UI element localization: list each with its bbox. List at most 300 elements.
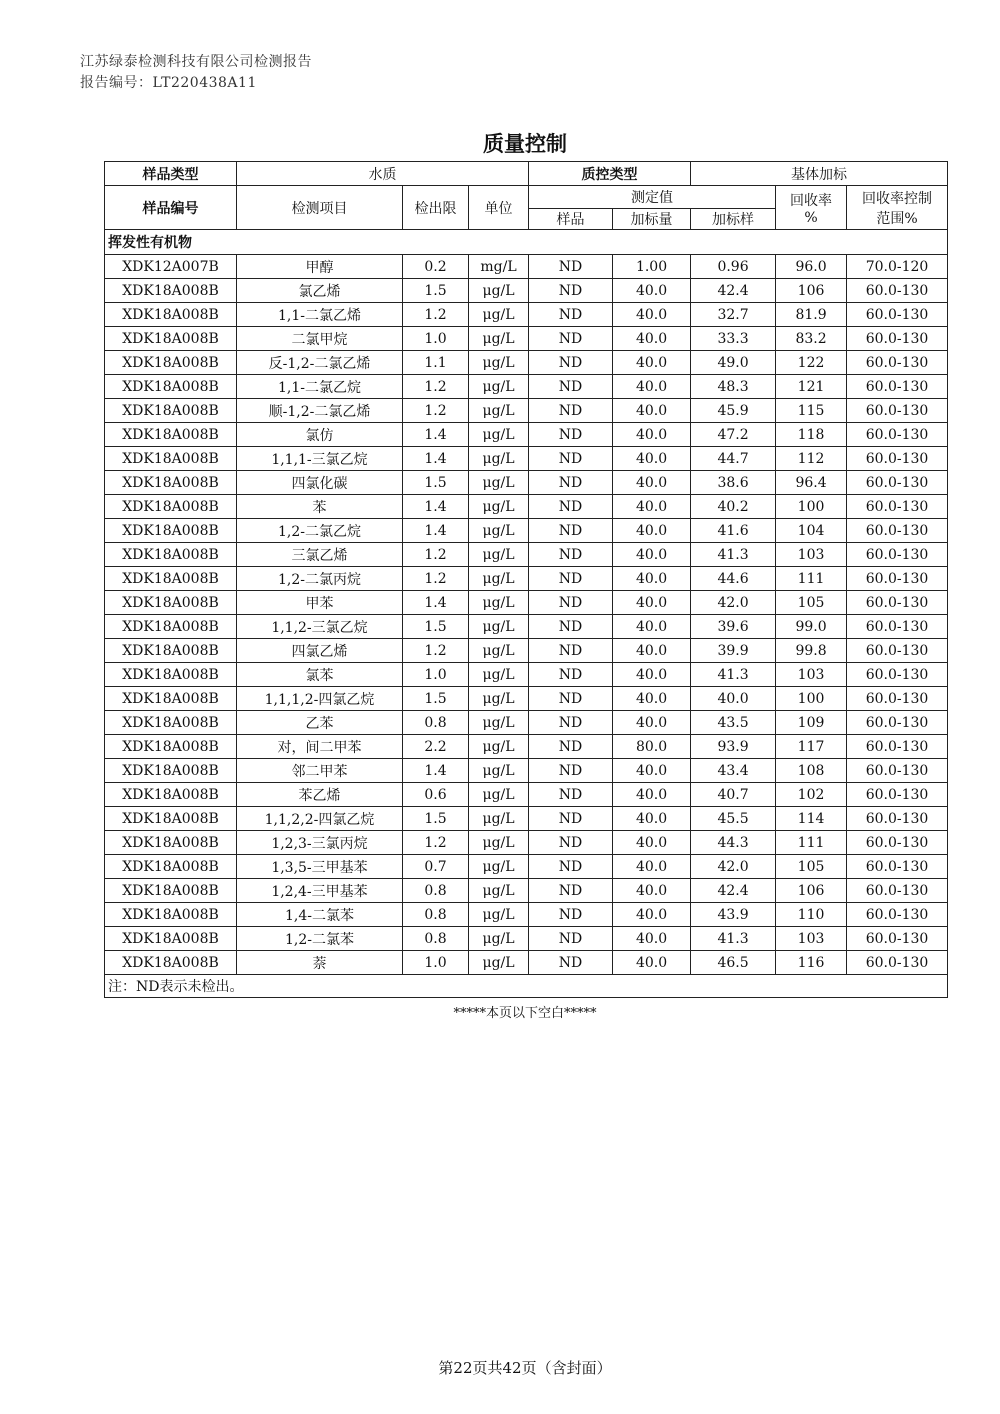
cell-sample: ND <box>529 831 613 855</box>
cell-spiked: 32.7 <box>691 303 776 327</box>
col-spike: 加标量 <box>613 209 691 230</box>
table-row <box>105 855 948 879</box>
cell-sample-id: XDK18A008B <box>105 567 237 591</box>
cell-sample-id: XDK18A008B <box>105 735 237 759</box>
cell-limit: 1.5 <box>403 471 469 495</box>
cell-spike: 40.0 <box>613 303 691 327</box>
cell-sample-id: XDK18A008B <box>105 279 237 303</box>
cell-item: 甲醇 <box>237 255 403 279</box>
table-row <box>105 615 948 639</box>
cell-sample: ND <box>529 807 613 831</box>
table-row <box>105 327 948 351</box>
cell-recovery: 100 <box>776 495 847 519</box>
cell-spike: 40.0 <box>613 687 691 711</box>
cell-sample-id: XDK18A008B <box>105 351 237 375</box>
cell-spiked: 33.3 <box>691 327 776 351</box>
cell-limit: 1.2 <box>403 399 469 423</box>
cell-range: 60.0-130 <box>847 927 948 951</box>
table-row <box>105 879 948 903</box>
cell-sample: ND <box>529 927 613 951</box>
cell-spiked: 40.7 <box>691 783 776 807</box>
cell-sample-id: XDK18A008B <box>105 783 237 807</box>
cell-sample: ND <box>529 879 613 903</box>
cell-recovery: 103 <box>776 927 847 951</box>
cell-item: 四氯化碳 <box>237 471 403 495</box>
cell-recovery: 81.9 <box>776 303 847 327</box>
cell-spike: 40.0 <box>613 927 691 951</box>
cell-sample-id: XDK18A008B <box>105 471 237 495</box>
cell-sample-id: XDK18A008B <box>105 327 237 351</box>
cell-item: 1,2,4-三甲基苯 <box>237 879 403 903</box>
cell-item: 1,2-二氯苯 <box>237 927 403 951</box>
cell-sample: ND <box>529 663 613 687</box>
table-row <box>105 735 948 759</box>
cell-sample: ND <box>529 759 613 783</box>
cell-recovery: 111 <box>776 831 847 855</box>
cell-recovery: 114 <box>776 807 847 831</box>
cell-recovery: 99.8 <box>776 639 847 663</box>
cell-limit: 1.4 <box>403 495 469 519</box>
cell-limit: 1.4 <box>403 423 469 447</box>
cell-item: 三氯乙烯 <box>237 543 403 567</box>
cell-range: 60.0-130 <box>847 471 948 495</box>
cell-limit: 0.7 <box>403 855 469 879</box>
cell-spike: 1.00 <box>613 255 691 279</box>
col-unit: 单位 <box>469 186 529 230</box>
cell-spiked: 48.3 <box>691 375 776 399</box>
cell-spiked: 39.9 <box>691 639 776 663</box>
cell-spike: 40.0 <box>613 351 691 375</box>
cell-sample: ND <box>529 855 613 879</box>
cell-spike: 40.0 <box>613 855 691 879</box>
table-row <box>105 519 948 543</box>
cell-range: 60.0-130 <box>847 423 948 447</box>
cell-limit: 0.8 <box>403 711 469 735</box>
cell-spiked: 44.7 <box>691 447 776 471</box>
cell-item: 对，间二甲苯 <box>237 735 403 759</box>
cell-item: 反-1,2-二氯乙烯 <box>237 351 403 375</box>
cell-spike: 40.0 <box>613 711 691 735</box>
cell-limit: 1.4 <box>403 447 469 471</box>
cell-range: 60.0-130 <box>847 567 948 591</box>
cell-item: 氯仿 <box>237 423 403 447</box>
cell-unit: μg/L <box>469 663 529 687</box>
table-row <box>105 471 948 495</box>
cell-sample-id: XDK18A008B <box>105 855 237 879</box>
table-note: 注：ND表示未检出。 <box>105 975 948 998</box>
cell-recovery: 105 <box>776 855 847 879</box>
cell-spike: 40.0 <box>613 543 691 567</box>
cell-spike: 40.0 <box>613 399 691 423</box>
cell-range: 60.0-130 <box>847 639 948 663</box>
cell-spiked: 49.0 <box>691 351 776 375</box>
cell-sample-id: XDK18A008B <box>105 591 237 615</box>
cell-limit: 1.0 <box>403 663 469 687</box>
table-row <box>105 687 948 711</box>
cell-unit: μg/L <box>469 303 529 327</box>
table-row <box>105 927 948 951</box>
cell-unit: μg/L <box>469 687 529 711</box>
cell-item: 苯乙烯 <box>237 783 403 807</box>
cell-item: 1,2-二氯乙烷 <box>237 519 403 543</box>
cell-unit: μg/L <box>469 855 529 879</box>
table-row <box>105 495 948 519</box>
cell-range: 60.0-130 <box>847 903 948 927</box>
cell-recovery: 83.2 <box>776 327 847 351</box>
cell-range: 60.0-130 <box>847 615 948 639</box>
cell-spiked: 45.5 <box>691 807 776 831</box>
cell-range: 60.0-130 <box>847 711 948 735</box>
cell-limit: 1.2 <box>403 375 469 399</box>
cell-sample-id: XDK18A008B <box>105 687 237 711</box>
cell-unit: μg/L <box>469 375 529 399</box>
cell-item: 苯 <box>237 495 403 519</box>
cell-limit: 0.8 <box>403 879 469 903</box>
cell-limit: 0.2 <box>403 255 469 279</box>
cell-unit: μg/L <box>469 735 529 759</box>
cell-unit: mg/L <box>469 255 529 279</box>
sample-type-value: 水质 <box>237 162 529 186</box>
cell-sample-id: XDK18A008B <box>105 375 237 399</box>
cell-spike: 40.0 <box>613 279 691 303</box>
cell-item: 甲苯 <box>237 591 403 615</box>
cell-range: 60.0-130 <box>847 303 948 327</box>
cell-range: 60.0-130 <box>847 807 948 831</box>
page-footer: 第22页共42页（含封面） <box>438 1359 612 1377</box>
cell-recovery: 106 <box>776 279 847 303</box>
cell-recovery: 118 <box>776 423 847 447</box>
cell-unit: μg/L <box>469 423 529 447</box>
cell-unit: μg/L <box>469 567 529 591</box>
cell-limit: 1.2 <box>403 303 469 327</box>
cell-spiked: 93.9 <box>691 735 776 759</box>
range-pct: 范围% <box>876 210 918 227</box>
cell-spike: 40.0 <box>613 471 691 495</box>
cell-limit: 1.4 <box>403 519 469 543</box>
cell-sample-id: XDK18A008B <box>105 447 237 471</box>
cell-range: 60.0-130 <box>847 735 948 759</box>
cell-limit: 1.5 <box>403 807 469 831</box>
cell-limit: 1.5 <box>403 615 469 639</box>
cell-spiked: 43.9 <box>691 903 776 927</box>
col-measured: 测定值 <box>529 186 776 209</box>
cell-unit: μg/L <box>469 951 529 975</box>
cell-item: 乙苯 <box>237 711 403 735</box>
cell-recovery: 108 <box>776 759 847 783</box>
cell-sample-id: XDK18A008B <box>105 519 237 543</box>
cell-spiked: 45.9 <box>691 399 776 423</box>
cell-unit: μg/L <box>469 759 529 783</box>
table-row <box>105 783 948 807</box>
cell-item: 顺-1,2-二氯乙烯 <box>237 399 403 423</box>
cell-recovery: 105 <box>776 591 847 615</box>
cell-limit: 1.4 <box>403 759 469 783</box>
quality-control-table <box>104 161 948 998</box>
cell-range: 60.0-130 <box>847 759 948 783</box>
section-row <box>105 230 948 255</box>
cell-sample: ND <box>529 567 613 591</box>
cell-recovery: 112 <box>776 447 847 471</box>
col-item: 检测项目 <box>237 186 403 230</box>
cell-item: 1,2,3-三氯丙烷 <box>237 831 403 855</box>
report-number: 报告编号：LT220438A11 <box>80 75 257 91</box>
cell-sample: ND <box>529 735 613 759</box>
cell-sample-id: XDK18A008B <box>105 423 237 447</box>
cell-recovery: 96.0 <box>776 255 847 279</box>
cell-sample: ND <box>529 303 613 327</box>
cell-sample: ND <box>529 591 613 615</box>
cell-limit: 0.6 <box>403 783 469 807</box>
cell-spiked: 41.3 <box>691 543 776 567</box>
cell-sample-id: XDK18A008B <box>105 543 237 567</box>
cell-spiked: 42.0 <box>691 855 776 879</box>
cell-range: 60.0-130 <box>847 399 948 423</box>
cell-item: 四氯乙烯 <box>237 639 403 663</box>
cell-spiked: 39.6 <box>691 615 776 639</box>
sample-type-label: 样品类型 <box>105 162 237 186</box>
cell-item: 1,1,2-三氯乙烷 <box>237 615 403 639</box>
qc-type-label: 质控类型 <box>529 162 691 186</box>
cell-limit: 1.2 <box>403 639 469 663</box>
table-row <box>105 351 948 375</box>
cell-spike: 40.0 <box>613 567 691 591</box>
cell-sample-id: XDK18A008B <box>105 951 237 975</box>
cell-sample-id: XDK18A008B <box>105 711 237 735</box>
cell-limit: 1.4 <box>403 591 469 615</box>
cell-unit: μg/L <box>469 279 529 303</box>
recovery-label: 回收率 <box>790 192 833 209</box>
cell-range: 60.0-130 <box>847 327 948 351</box>
cell-spike: 40.0 <box>613 519 691 543</box>
cell-sample-id: XDK18A008B <box>105 759 237 783</box>
cell-spiked: 43.5 <box>691 711 776 735</box>
cell-unit: μg/L <box>469 927 529 951</box>
cell-item: 氯乙烯 <box>237 279 403 303</box>
cell-recovery: 99.0 <box>776 615 847 639</box>
cell-unit: μg/L <box>469 879 529 903</box>
cell-spiked: 40.0 <box>691 687 776 711</box>
cell-unit: μg/L <box>469 351 529 375</box>
cell-sample-id: XDK18A008B <box>105 303 237 327</box>
cell-spike: 40.0 <box>613 759 691 783</box>
table-row <box>105 423 948 447</box>
cell-range: 60.0-130 <box>847 543 948 567</box>
cell-sample: ND <box>529 447 613 471</box>
table-row <box>105 399 948 423</box>
cell-item: 1,1,1-三氯乙烷 <box>237 447 403 471</box>
cell-sample: ND <box>529 471 613 495</box>
cell-unit: μg/L <box>469 591 529 615</box>
cell-sample: ND <box>529 687 613 711</box>
cell-limit: 1.5 <box>403 279 469 303</box>
cell-spiked: 41.3 <box>691 927 776 951</box>
cell-sample-id: XDK18A008B <box>105 495 237 519</box>
header-row-1 <box>105 162 948 186</box>
cell-recovery: 111 <box>776 567 847 591</box>
table-row <box>105 663 948 687</box>
cell-item: 邻二甲苯 <box>237 759 403 783</box>
cell-spiked: 42.4 <box>691 279 776 303</box>
cell-spike: 40.0 <box>613 615 691 639</box>
cell-spiked: 40.2 <box>691 495 776 519</box>
cell-unit: μg/L <box>469 471 529 495</box>
cell-recovery: 96.4 <box>776 471 847 495</box>
cell-recovery: 117 <box>776 735 847 759</box>
cell-spike: 40.0 <box>613 423 691 447</box>
cell-spike: 40.0 <box>613 903 691 927</box>
cell-unit: μg/L <box>469 447 529 471</box>
cell-limit: 1.0 <box>403 327 469 351</box>
cell-sample: ND <box>529 903 613 927</box>
table-row <box>105 567 948 591</box>
cell-spiked: 44.6 <box>691 567 776 591</box>
cell-range: 60.0-130 <box>847 375 948 399</box>
cell-recovery: 106 <box>776 879 847 903</box>
cell-spiked: 42.0 <box>691 591 776 615</box>
col-range <box>847 186 948 230</box>
cell-spike: 40.0 <box>613 951 691 975</box>
cell-spiked: 41.3 <box>691 663 776 687</box>
cell-recovery: 103 <box>776 663 847 687</box>
cell-sample: ND <box>529 615 613 639</box>
table-row <box>105 831 948 855</box>
cell-spiked: 43.4 <box>691 759 776 783</box>
table-row <box>105 279 948 303</box>
cell-sample: ND <box>529 327 613 351</box>
cell-spiked: 47.2 <box>691 423 776 447</box>
cell-item: 1,2-二氯丙烷 <box>237 567 403 591</box>
cell-item: 1,1,2,2-四氯乙烷 <box>237 807 403 831</box>
cell-unit: μg/L <box>469 543 529 567</box>
cell-sample-id: XDK18A008B <box>105 879 237 903</box>
col-sample: 样品 <box>529 209 613 230</box>
cell-sample: ND <box>529 375 613 399</box>
cell-limit: 1.2 <box>403 831 469 855</box>
cell-sample-id: XDK18A008B <box>105 663 237 687</box>
cell-spiked: 38.6 <box>691 471 776 495</box>
cell-sample-id: XDK18A008B <box>105 903 237 927</box>
col-limit: 检出限 <box>403 186 469 230</box>
cell-range: 60.0-130 <box>847 951 948 975</box>
table-row <box>105 591 948 615</box>
company-name: 江苏绿泰检测科技有限公司检测报告 <box>80 54 312 70</box>
table-row <box>105 951 948 975</box>
cell-range: 60.0-130 <box>847 879 948 903</box>
cell-sample: ND <box>529 639 613 663</box>
table-row <box>105 303 948 327</box>
table-row <box>105 543 948 567</box>
col-recovery <box>776 186 847 230</box>
cell-recovery: 116 <box>776 951 847 975</box>
cell-item: 1,1-二氯乙烯 <box>237 303 403 327</box>
table-row <box>105 903 948 927</box>
cell-spike: 40.0 <box>613 639 691 663</box>
cell-sample: ND <box>529 279 613 303</box>
qc-type-value: 基体加标 <box>691 162 948 186</box>
cell-unit: μg/L <box>469 615 529 639</box>
cell-limit: 1.5 <box>403 687 469 711</box>
cell-spike: 40.0 <box>613 783 691 807</box>
cell-sample-id: XDK18A008B <box>105 639 237 663</box>
cell-range: 70.0-120 <box>847 255 948 279</box>
cell-sample: ND <box>529 951 613 975</box>
cell-limit: 1.1 <box>403 351 469 375</box>
cell-range: 60.0-130 <box>847 855 948 879</box>
table-row <box>105 807 948 831</box>
cell-sample: ND <box>529 351 613 375</box>
cell-sample: ND <box>529 399 613 423</box>
cell-limit: 0.8 <box>403 927 469 951</box>
table-row <box>105 711 948 735</box>
cell-recovery: 115 <box>776 399 847 423</box>
note-row <box>105 975 948 998</box>
cell-unit: μg/L <box>469 807 529 831</box>
cell-spiked: 46.5 <box>691 951 776 975</box>
report-header <box>80 52 312 94</box>
cell-range: 60.0-130 <box>847 783 948 807</box>
header-row-2 <box>105 186 948 209</box>
cell-unit: μg/L <box>469 495 529 519</box>
cell-recovery: 122 <box>776 351 847 375</box>
recovery-pct: % <box>804 209 818 226</box>
cell-range: 60.0-130 <box>847 351 948 375</box>
cell-spike: 40.0 <box>613 807 691 831</box>
cell-range: 60.0-130 <box>847 687 948 711</box>
cell-range: 60.0-130 <box>847 447 948 471</box>
cell-range: 60.0-130 <box>847 831 948 855</box>
cell-sample: ND <box>529 423 613 447</box>
cell-recovery: 110 <box>776 903 847 927</box>
cell-unit: μg/L <box>469 639 529 663</box>
cell-sample: ND <box>529 711 613 735</box>
cell-spike: 40.0 <box>613 447 691 471</box>
cell-sample: ND <box>529 543 613 567</box>
cell-recovery: 103 <box>776 543 847 567</box>
cell-spiked: 44.3 <box>691 831 776 855</box>
col-spiked: 加标样 <box>691 209 776 230</box>
cell-spike: 40.0 <box>613 327 691 351</box>
cell-spike: 40.0 <box>613 831 691 855</box>
blank-page-note: *****本页以下空白***** <box>453 1006 597 1021</box>
cell-limit: 0.8 <box>403 903 469 927</box>
cell-range: 60.0-130 <box>847 495 948 519</box>
cell-sample-id: XDK18A008B <box>105 615 237 639</box>
cell-range: 60.0-130 <box>847 591 948 615</box>
page-title: 质量控制 <box>483 132 567 156</box>
cell-spike: 40.0 <box>613 591 691 615</box>
cell-item: 二氯甲烷 <box>237 327 403 351</box>
cell-unit: μg/L <box>469 783 529 807</box>
range-label: 回收率控制 <box>862 190 933 207</box>
cell-limit: 1.2 <box>403 543 469 567</box>
section-title: 挥发性有机物 <box>105 230 948 255</box>
cell-item: 萘 <box>237 951 403 975</box>
cell-limit: 2.2 <box>403 735 469 759</box>
cell-sample-id: XDK12A007B <box>105 255 237 279</box>
cell-item: 1,1-二氯乙烷 <box>237 375 403 399</box>
cell-recovery: 100 <box>776 687 847 711</box>
cell-range: 60.0-130 <box>847 279 948 303</box>
table-row <box>105 759 948 783</box>
cell-sample: ND <box>529 783 613 807</box>
cell-sample-id: XDK18A008B <box>105 927 237 951</box>
cell-range: 60.0-130 <box>847 663 948 687</box>
cell-unit: μg/L <box>469 711 529 735</box>
cell-spike: 40.0 <box>613 663 691 687</box>
cell-unit: μg/L <box>469 327 529 351</box>
cell-spike: 40.0 <box>613 375 691 399</box>
table-row <box>105 255 948 279</box>
